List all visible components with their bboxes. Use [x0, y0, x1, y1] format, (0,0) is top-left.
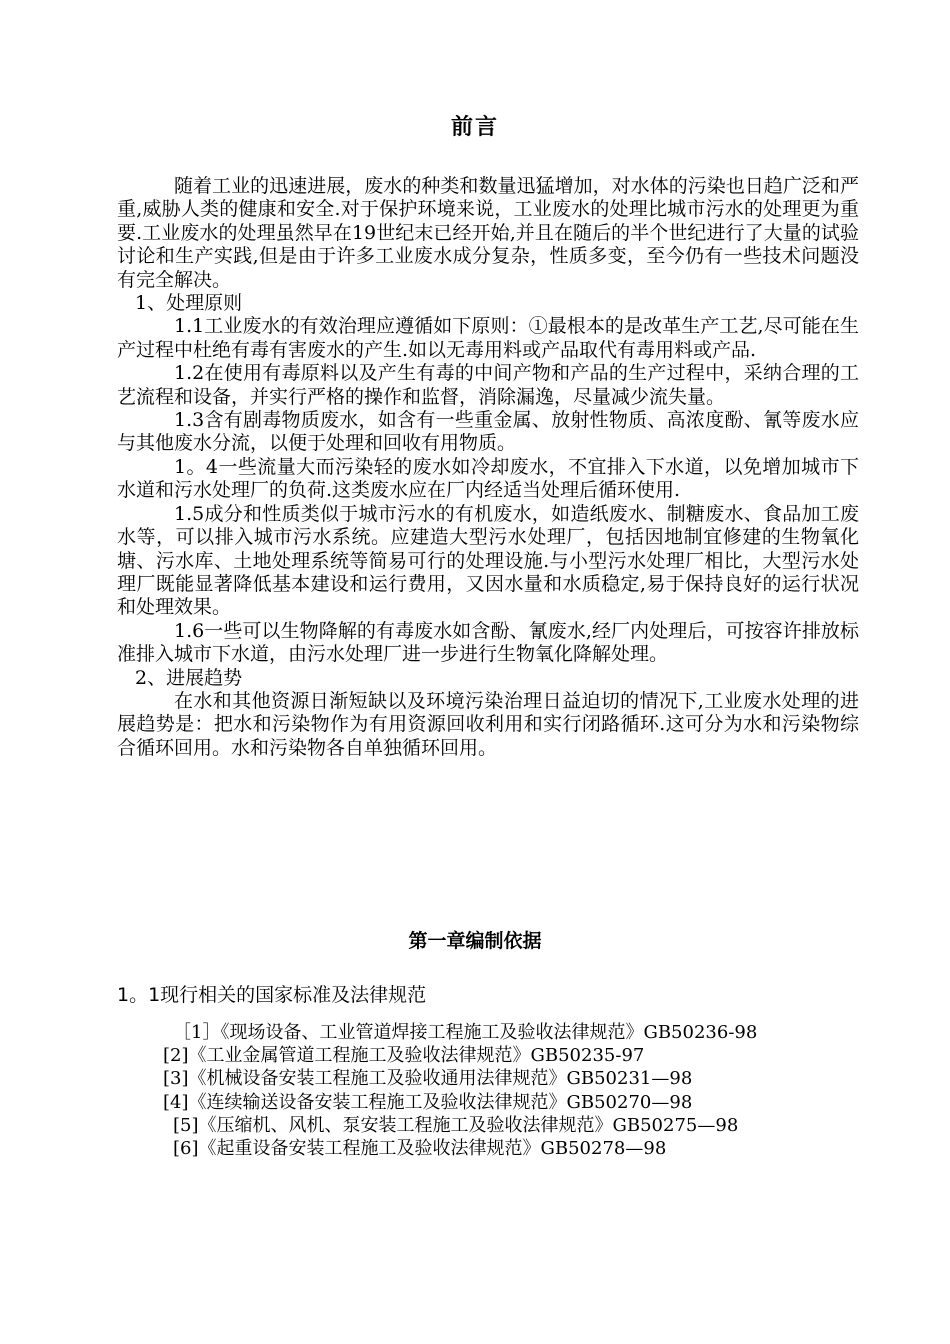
trend-paragraph: 在水和其他资源日渐短缺以及环境污染治理日益迫切的情况下,工业废水处理的进展趋势是：把水和污染物作为有用资源回收利用和实行闭路循环.这可分为水和污染物综合循环回用。水和污染物各自单独循环回用。 — [117, 689, 859, 759]
reference-item: ［1］《现场设备、工业管道焊接工程施工及验收法律规范》GB50236-98 — [173, 1022, 758, 1043]
section-title: 1。1现行相关的国家标准及法律规范 — [117, 984, 427, 1006]
intro-paragraph: 随着工业的迅速进展，废水的种类和数量迅猛增加，对水体的污染也日趋广泛和严重,威胁人类的健康和安全.对于保护环境来说，工业废水的处理比城市污水的处理更为重要.工业废水的处理虽然早在19世纪末已经开始,并且在随后的半个世纪进行了大量的试验讨论和生产实践,但是由于许多工业废水成分复杂，性质多变，至今仍有一些技术问题没有完全解决。 — [117, 175, 859, 291]
reference-item: [6]《起重设备安装工程施工及验收法律规范》GB50278—98 — [173, 1138, 667, 1160]
principle-paragraph: 1.6一些可以生物降解的有毒废水如含酚、氰废水,经厂内处理后，可按容许排放标准排入城市下水道，由污水处理厂进一步进行生物氧化降解处理。 — [117, 619, 859, 666]
reference-list — [117, 1021, 859, 1160]
body-text — [117, 175, 859, 760]
section-heading-principles: 1、处理原则 — [135, 292, 243, 315]
principle-paragraph: 1.3含有剧毒物质废水，如含有一些重金属、放射性物质、高浓度酚、氰等废水应与其他废水分流，以便于处理和回收有用物质。 — [117, 409, 859, 455]
chapter-title: 第一章编制依据 — [408, 930, 542, 952]
principle-paragraph: 1.2在使用有毒原料以及产生有毒的中间产物和产品的生产过程中，采纳合理的工艺流程和设备，并实行严格的操作和监督，消除漏逸，尽量减少流失量。 — [117, 362, 859, 408]
section-heading-trend: 2、进展趋势 — [135, 666, 243, 689]
reference-item: [2]《工业金属管道工程施工及验收法律规范》GB50235-97 — [163, 1045, 645, 1067]
reference-item: [3]《机械设备安装工程施工及验收通用法律规范》GB50231—98 — [163, 1068, 693, 1090]
reference-item: [4]《连续输送设备安装工程施工及验收法律规范》GB50270—98 — [163, 1091, 693, 1113]
principle-paragraph: 1.5成分和性质类似于城市污水的有机废水，如造纸废水、制糖废水、食品加工废水等，可以排入城市污水系统。应建造大型污水处理厂，包括因地制宜修建的生物氧化塘、污水库、土地处理系统等简易可行的处理设施.与小型污水处理厂相比，大型污水处理厂既能显著降低基本建设和运行费用，又因水量和水质稳定,易于保持良好的运行状况和处理效果。 — [117, 502, 859, 619]
principle-paragraph: 1.1工业废水的有效治理应遵循如下原则：①最根本的是改革生产工艺,尽可能在生产过程中杜绝有毒有害废水的产生.如以无毒用料或产品取代有毒用料或产品. — [117, 315, 859, 361]
principle-paragraph: 1。4一些流量大而污染轻的废水如冷却废水，不宜排入下水道，以免增加城市下水道和污水处理厂的负荷.这类废水应在厂内经适当处理后循环使用. — [117, 455, 859, 502]
reference-item: [5]《压缩机、风机、泵安装工程施工及验收法律规范》GB50275—98 — [173, 1114, 739, 1136]
page-title: 前言 — [450, 115, 499, 140]
